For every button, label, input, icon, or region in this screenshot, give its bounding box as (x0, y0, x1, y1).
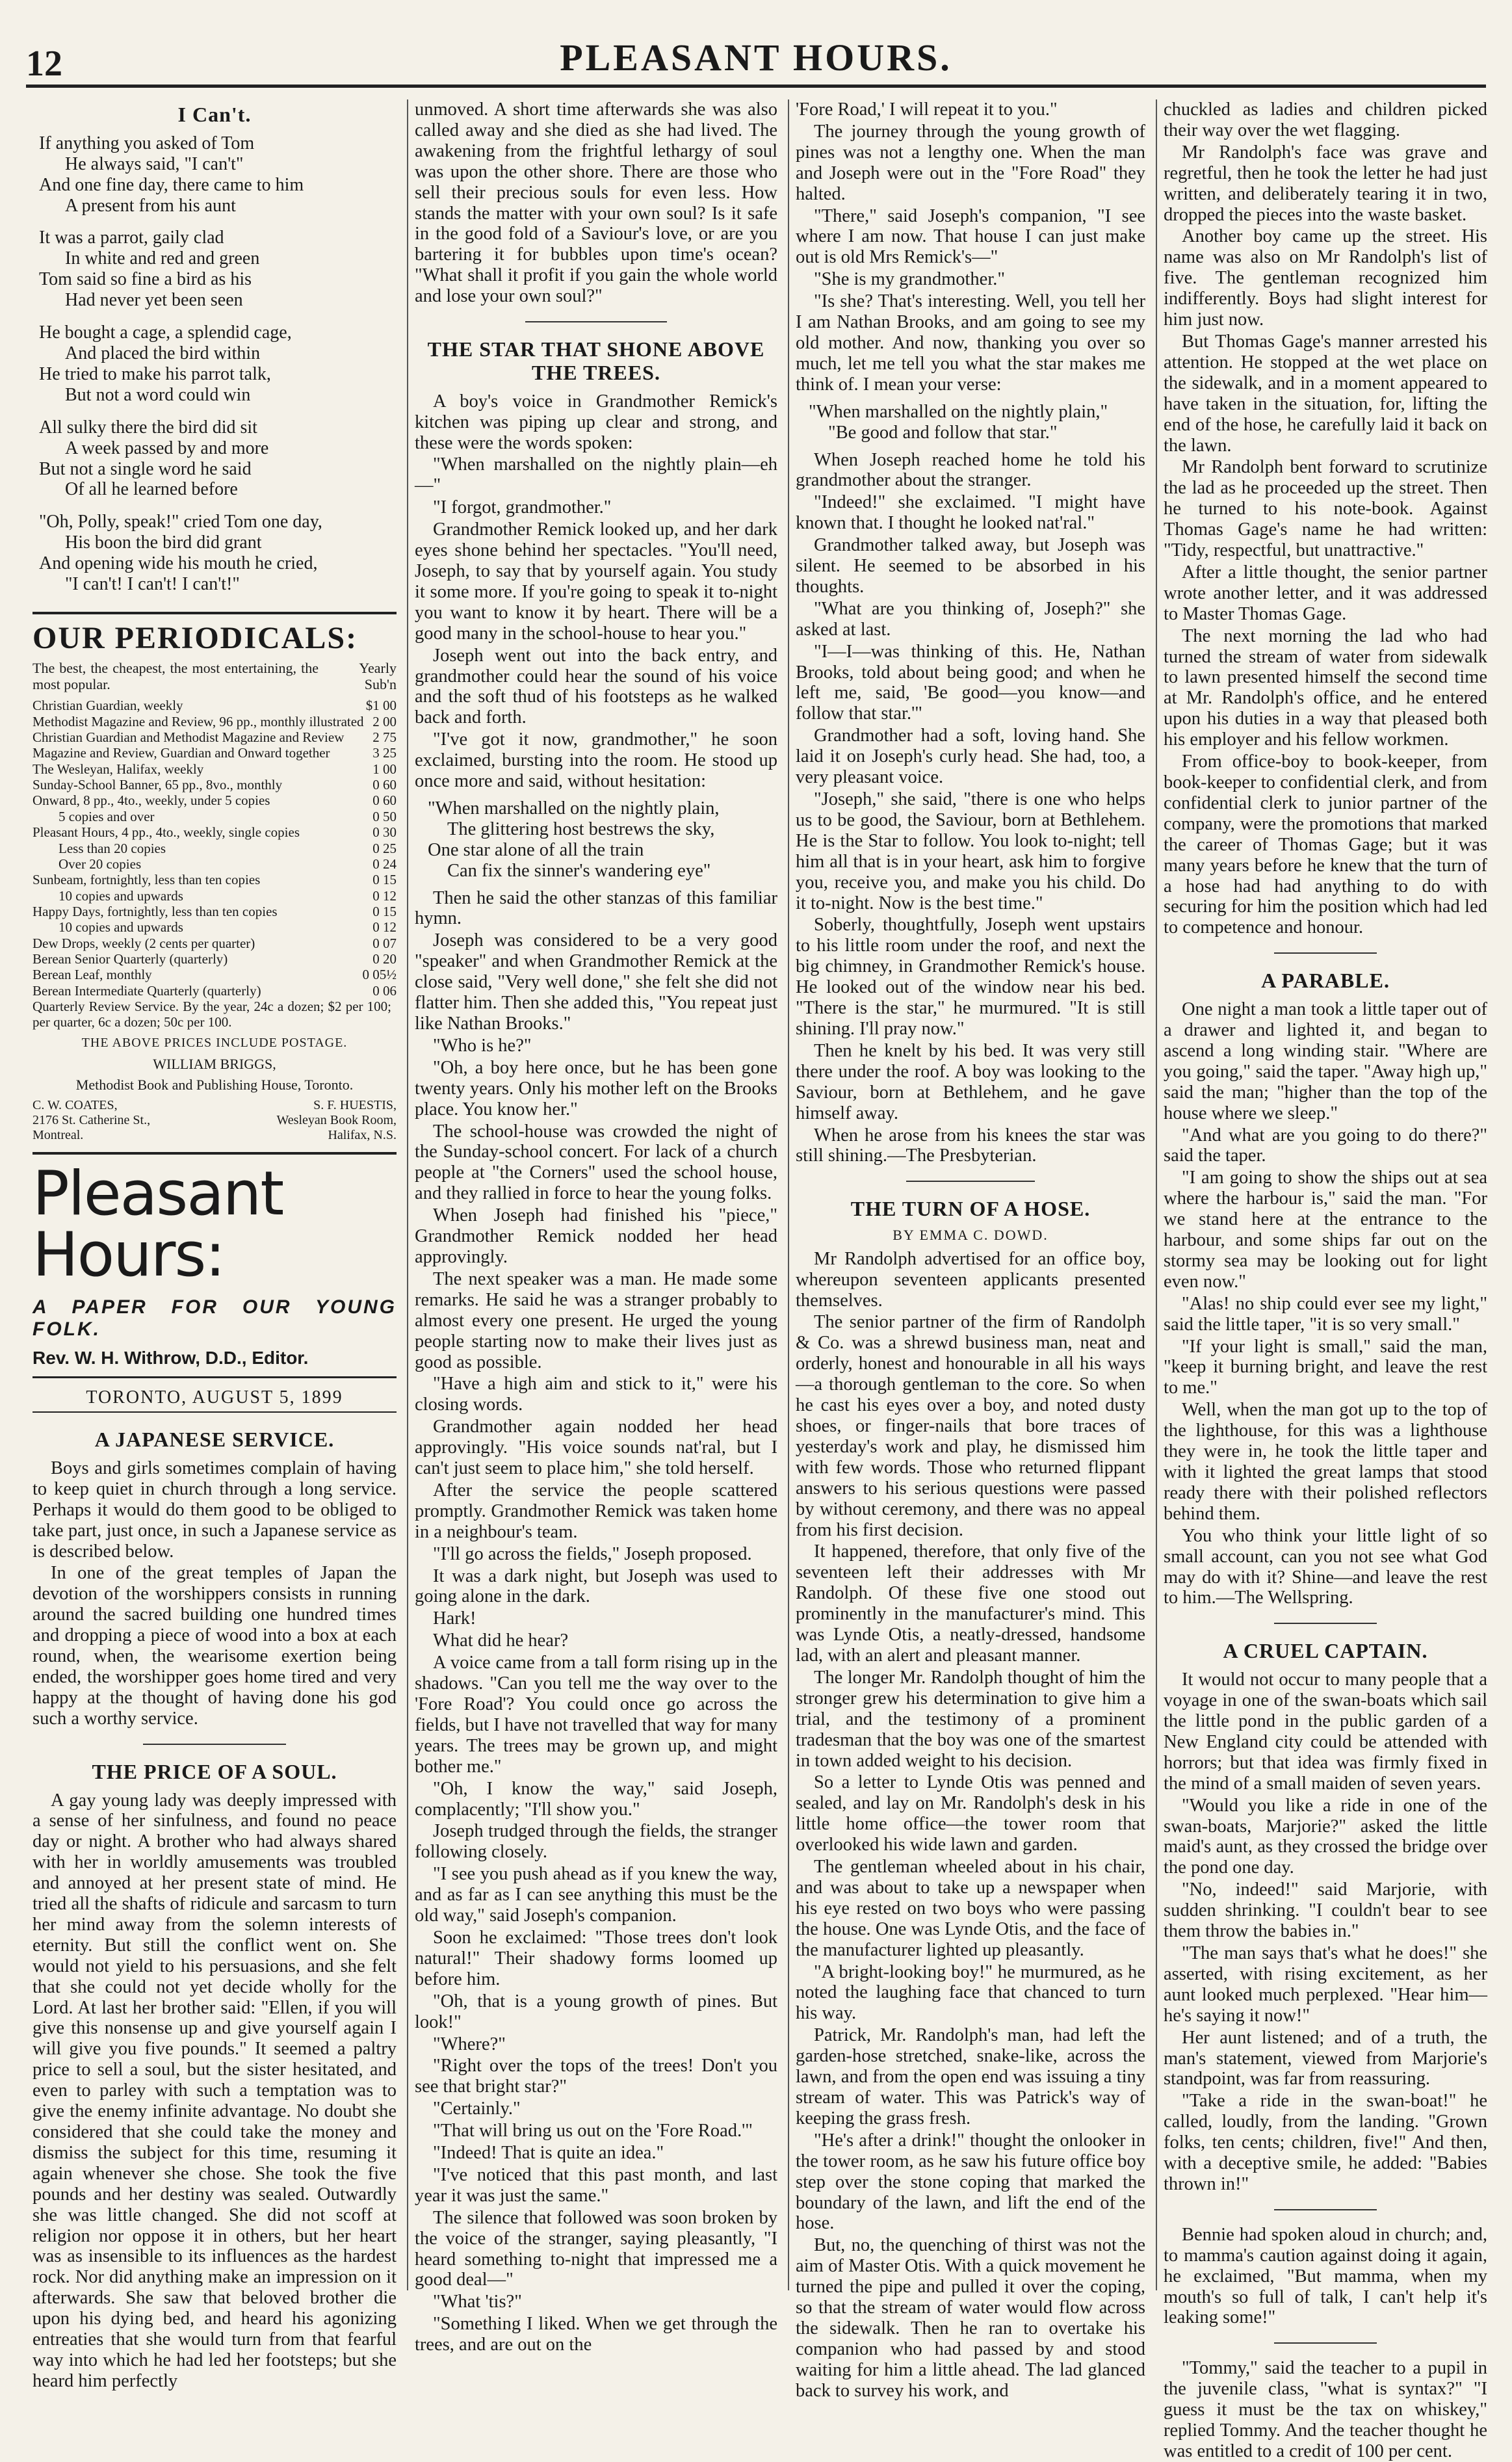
periodical-name: Methodist Magazine and Review, 96 pp., monthly illustrated (33, 713, 364, 729)
byline: BY EMMA C. DOWD. (893, 1227, 1049, 1244)
periodical-row (33, 951, 397, 967)
paragraph: The senior partner of the firm of Randolph & Co. was a shrewd business man, neat and orderly, honest and honourable in all his ways—a thorough gentleman to the core. So when he cast his eyes over a boy, and noted dusty shoes, or finger-nails that bore traces of yesterday's work and play, he dismissed him with few words. Those who returned flippant answers to his serious questions were passed by without ceremony, and there was no appeal from his first decision. (796, 1312, 1145, 1540)
periodical-name: Onward, 8 pp., 4to., weekly, under 5 copies (33, 792, 270, 809)
paragraph: "That will bring us out on the 'Fore Road.'" (433, 2121, 753, 2141)
paragraph: The silence that followed was soon broken by the voice of the stranger, saying pleasantly, "I heard something to-night that impressed me a good deal—" (415, 2207, 777, 2290)
periodical-price: 0 60 (372, 792, 397, 809)
paragraph: "What are you thinking of, Joseph?" she asked at last. (796, 598, 1145, 640)
poem-line: If anything you asked of Tom (39, 133, 255, 153)
periodical-name: Sunday-School Banner, 65 pp., 8vo., monthly (33, 777, 283, 793)
agent-right-line: Halifax, N.S. (328, 1128, 397, 1143)
paragraph: 'Fore Road,' I will repeat it to you." (796, 99, 1058, 120)
article-body (796, 99, 1145, 395)
paragraph: "I am going to show the ships out at sea where the harbour is," said the man. "For we stand here at the entrance to the harbour, and some ships far out on the stormy sea may be looking out for light even now." (1164, 1168, 1487, 1292)
paragraph: What did he hear? (433, 1630, 569, 1651)
paragraph: Another boy came up the street. His name was also on Mr Randolph's list of five. The gentleman recognized him indifferently. Boys had slight interest for him just now. (1164, 226, 1487, 330)
periodical-price: 0 12 (372, 887, 397, 904)
paragraph: Her aunt listened; and of a truth, the man's statement, viewed from Marjorie's standpoint, was far from reassuring. (1164, 2027, 1487, 2089)
paragraph: unmoved. A short time afterwards she was also called away and she died as she had lived. The awakening from the frightful lethargy of soul was upon the other shore. There are those who sell their precious souls for even less. How stands the matter with your own soul? Is it safe in the good fold of a Saviour's love, or are you bartering it for bubbles upon time's ocean? "What shall it profit if you gain the whole world and lose your own soul?" (415, 99, 777, 307)
paragraph: In one of the great temples of Japan the devotion of the worshippers consists in running around the sacred building one hundred times and dropping a piece of wood into a box at each round, when, the wearisome exertion being ended, the worshipper goes home tired and very happy at the thought of having done his god such a worthy service. (33, 1563, 397, 1729)
paragraph: "There," said Joseph's companion, "I see where I am now. That house I can just make out is old Mrs Remick's—" (796, 205, 1145, 268)
divider (1274, 2209, 1377, 2210)
verse-line: The glittering host bestrews the sky, (447, 818, 715, 839)
paragraph: The next speaker was a man. He made some remarks. He said he was a stranger probably to almost every one present. He urged the young people starting now to make their lives just as good as possible. (415, 1268, 777, 1372)
periodical-price: 3 25 (372, 745, 397, 761)
paragraph: "Who is he?" (433, 1035, 532, 1056)
paragraph: "Alas! no ship could ever see my light," said the little taper, "it is so very small." (1164, 1293, 1487, 1335)
article-body (33, 1458, 397, 1729)
paragraph: Then he knelt by his bed. It was very still there under the roof. A boy was looking to the Saviour, born at Bethlehem, and he gave himself away. (796, 1040, 1145, 1123)
poem-line: His boon the bird did grant (65, 532, 262, 553)
paragraph: It would not occur to many people that a voyage in one of the swan-boats which sail the little pond in the public garden of a New England city could be attended with horrors; but that idea was firmly fixed in the mind of a small maiden of seven years. (1164, 1670, 1487, 1794)
periodical-row (33, 698, 397, 713)
verse-line: Can fix the sinner's wandering eye" (447, 860, 711, 881)
periodicals-list (33, 698, 397, 1030)
paragraph: "He's after a drink!" thought the onlooker in the tower room, as he saw his future office boy step over the stone coping that marked the boundary of the lawn, and lift the end of the hose. (796, 2130, 1145, 2234)
column-3 (788, 99, 1152, 2401)
paragraph: "Take a ride in the swan-boat!" he called, loudly, from the landing. "Grown folks, ten cents; children, five!" And then, with a deceptive smile, he added: "Babies thrown in!" (1164, 2091, 1487, 2194)
paragraph: But Thomas Gage's manner arrested his attention. He stopped at the wet place on the sidewalk, and in a moment appeared to have taken in the situation, for, lifting the end of the hose, he carefully laid it back on the lawn. (1164, 331, 1487, 456)
page-header (26, 26, 1486, 88)
paragraph: The longer Mr. Randolph thought of him the stronger grew his determination to give him a trial, and the testimony of a prominent tradesman that the boy was one of the smartest in town added weight to his decision. (796, 1667, 1145, 1771)
article-title: THE STAR THAT SHONE ABOVE THE TREES. (427, 337, 765, 384)
paragraph: "I'll go across the fields," Joseph proposed. (433, 1543, 752, 1564)
paragraph: Soberly, thoughtfully, Joseph went upstairs to his little room under the roof, and next the big chimney, in Grandmother Remick's house. He looked out of the window near his bed. "There is the star," he murmured. "It is still shining. I'll pray now." (796, 915, 1145, 1039)
paragraph: Grandmother had a soft, loving hand. She laid it on Joseph's curly head. She had, too, a very pleasant voice. (796, 726, 1145, 788)
periodical-name: 10 copies and upwards (59, 887, 183, 904)
poem-line: Had never yet been seen (65, 290, 243, 311)
periodical-name: Christian Guardian, weekly (33, 698, 183, 714)
periodical-price: 0 24 (372, 856, 397, 872)
paragraph: Hark! (433, 1608, 476, 1629)
column-1 (26, 99, 403, 2391)
poem-stanza (39, 512, 397, 595)
periodical-price: 0 07 (372, 935, 397, 951)
paragraph: "Right over the tops of the trees! Don't you see that bright star?" (415, 2056, 777, 2097)
divider (906, 1181, 1035, 1182)
article-body (1164, 999, 1487, 1608)
divider (143, 1744, 286, 1745)
article-body (1164, 1670, 1487, 2195)
publisher-name: WILLIAM BRIGGS, (153, 1056, 276, 1073)
paper-title: Pleasant Hours: (33, 1159, 283, 1291)
article-body (1164, 2358, 1487, 2462)
paragraph: Mr Randolph bent forward to scrutinize the lad as he proceeded up the street. Then he turned to his note-book. Against Thomas Gage's name he had written: "Tidy, respectful, but unattractive." (1164, 457, 1487, 561)
verse-line: "When marshalled on the nightly plain," (809, 401, 1108, 422)
agent-left-line: 2176 St. Catherine St., (33, 1113, 151, 1128)
paragraph: Patrick, Mr. Randolph's man, had left the garden-hose stretched, snake-like, across the lawn, and from the open end was issuing a tiny stream of water. This was Patrick's way of keeping the grass fresh. (796, 2025, 1145, 2128)
paragraph: The school-house was crowded the night of the Sunday-school concert. For lack of a church people at "the Corners" used the school house, and they rallied in force to hear the young folks. (415, 1121, 777, 1204)
paragraph: A boy's voice in Grandmother Remick's kitchen was piping up clear and strong, and these were the words spoken: (415, 391, 777, 453)
paragraph: Grandmother Remick looked up, and her dark eyes shone behind her spectacles. "You'll need, Joseph, to say that by yourself again. You study it some more. If you're going to speak it to-night you want to know it by heart. There will be a good many in the school-house to hear you." (415, 519, 777, 644)
poem-line: It was a parrot, gaily clad (39, 228, 224, 248)
poem-line: A week passed by and more (65, 438, 269, 458)
agent-right (277, 1098, 397, 1143)
paragraph: But, no, the quenching of thirst was not the aim of Master Otis. With a quick movement he turned the pipe and pulled it over the coping, so that the stream of water would flow across the sidewalk. Then he ran to overtake his companion who had passed by and stood waiting for him a little ahead. The lad glanced back to survey his work, and (796, 2235, 1145, 2401)
paragraph: "I see you push ahead as if you knew the way, and as far as I can see anything this must be the old way," said Joseph's companion. (415, 1864, 777, 1926)
poem-line: And one fine day, there came to him (39, 174, 304, 195)
periodical-name: Berean Senior Quarterly (quarterly) (33, 951, 228, 967)
paragraph: "Tommy," said the teacher to a pupil in the juvenile class, "what is syntax?" "I guess it must be the tax on whiskey," replied Tommy. And the teacher thought he was entitled to a credit of 100 per cent. (1164, 2358, 1487, 2461)
paragraph: It happened, therefore, that only five of the seventeen left their addresses with Mr Randolph. Of these five one stood out prominently in the manufacturer's mind. This was Lynde Otis, a neatly-dressed, handsome lad, with an alert and pleasant manner. (796, 1541, 1145, 1666)
periodical-price: 0 60 (372, 777, 397, 793)
paragraph: After the service the people scattered promptly. Grandmother Remick was taken home in a neighbour's team. (415, 1480, 777, 1542)
paragraph: "Oh, I know the way," said Joseph, complacently; "I'll show you." (415, 1778, 777, 1820)
article-body (1164, 2225, 1487, 2329)
periodical-row (33, 841, 397, 856)
paragraph: Joseph trudged through the fields, the stranger following closely. (415, 1821, 777, 1863)
paragraph: "I've got it now, grandmother," he soon exclaimed, bursting into the room. He stood up once more and said, without hesitation: (415, 729, 777, 792)
agents (33, 1098, 397, 1143)
poem-line: In white and red and green (65, 248, 260, 269)
article-body (415, 99, 777, 307)
publisher-address: Methodist Book and Publishing House, Toronto. (75, 1076, 354, 1093)
masthead: PLEASANT HOURS. (560, 36, 952, 79)
periodical-row (33, 824, 397, 840)
paragraph: Joseph went out into the back entry, and grandmother could hear the sound of his voice and the soft thud of his footsteps as he walked back and forth. (415, 645, 777, 728)
page-number: 12 (26, 44, 62, 84)
periodical-row (33, 936, 397, 951)
periodical-price: 0 30 (372, 824, 397, 841)
poem-line: But not a word could win (65, 384, 251, 405)
periodical-name: Magazine and Review, Guardian and Onward together (33, 745, 330, 761)
periodical-row (33, 983, 397, 999)
paragraph: "Oh, a boy here once, but he has been gone twenty years. Only his mother left on the Brooks place. You know her." (415, 1057, 777, 1120)
periodical-price (391, 999, 397, 1030)
periodical-name: Berean Leaf, monthly (33, 967, 152, 983)
paragraph: One night a man took a little taper out of a drawer and lighted it, and began to ascend a long winding stair. "Where are you going," said the taper. "Away high up," said the man; "higher than the top of the house where we sleep." (1164, 999, 1487, 1123)
periodical-name: Happy Days, fortnightly, less than ten copies (33, 903, 278, 919)
periodical-name: Sunbeam, fortnightly, less than ten copies (33, 872, 261, 888)
periodical-row (33, 729, 397, 745)
periodical-row (33, 809, 397, 824)
paper-subtitle: A PAPER FOR OUR YOUNG FOLK. (33, 1296, 397, 1340)
periodical-name: 10 copies and upwards (59, 919, 183, 936)
article-title: A PARABLE. (1261, 969, 1390, 993)
poem-line: And placed the bird within (65, 343, 261, 363)
paragraph: The next morning the lad who had turned the stream of water from sidewalk to lawn presented himself the second time at Mr. Randolph's office, and he entered upon his duties in a way that pleased both his employer and his fellow workmen. (1164, 625, 1487, 750)
paragraph: Boys and girls sometimes complain of having to keep quiet in church through a long service. Perhaps it would do them good to be obliged to take part, just once, in such a Japanese service as is described below. (33, 1458, 397, 1562)
paragraph: The journey through the young growth of pines was not a lengthy one. When the man and Joseph were out in the "Fore Road" they halted. (796, 121, 1145, 204)
paragraph: After a little thought, the senior partner wrote another letter, and it was addressed to Master Thomas Gage. (1164, 562, 1487, 624)
article-body (796, 1249, 1145, 2402)
paragraph: "A bright-looking boy!" he murmured, as he noted the laughing face that chanced to turn his way. (796, 1961, 1145, 2024)
poem-stanza (39, 322, 397, 406)
paragraph: Joseph was considered to be a very good "speaker" and when Grandmother Remick at the close said, "Very well done," she felt she did not flatter him. Then she added this, "You repeat just like Nathan Brooks." (415, 930, 777, 1034)
periodical-price: 0 25 (372, 840, 397, 856)
periodical-price: 0 15 (372, 903, 397, 919)
paragraph: "Something I liked. When we get through the trees, and are out on the (415, 2314, 777, 2355)
periodical-name: Quarterly Review Service. By the year, 24c a dozen; $2 per 100; per quarter, 6c a dozen; 50c per 100. (33, 999, 391, 1030)
columns (26, 99, 1487, 2461)
periodical-row (33, 888, 397, 904)
paragraph: "Indeed!" she exclaimed. "I might have known that. I thought he looked nat'ral." (796, 492, 1145, 534)
paragraph: "I've noticed that this past month, and last year it was just the same." (415, 2164, 777, 2206)
periodical-name: Pleasant Hours, 4 pp., 4to., weekly, single copies (33, 824, 300, 841)
poem-line: "I can't! I can't! I can't!" (65, 574, 240, 595)
poem (39, 133, 397, 595)
periodical-price: 1 00 (372, 761, 397, 777)
paragraph: Soon he exclaimed: "Those trees don't look natural!" Their shadowy forms loomed up before him. (415, 1927, 777, 1989)
verse-line: One star alone of all the train (428, 839, 644, 860)
periodical-price: 0 05½ (362, 967, 397, 983)
verse-line: "Be good and follow that star." (828, 422, 1058, 443)
paragraph: A voice came from a tall form rising up in the shadows. "Can you tell me the way over to the 'Fore Road'? You could once go across the fields, but I have not travelled that way for many years. The trees may be grown up, and might bother me." (415, 1653, 777, 1777)
article-body (1164, 99, 1487, 938)
paragraph: Grandmother talked away, but Joseph was silent. He seemed to be absorbed in his thoughts. (796, 535, 1145, 597)
column-4 (1156, 99, 1494, 2461)
paragraph: "She is my grandmother." (814, 269, 1005, 290)
paragraph: "If your light is small," said the man, "keep it burning bright, and leave the rest to me." (1164, 1336, 1487, 1398)
article-body (33, 1790, 397, 2392)
periodical-price: 0 50 (372, 808, 397, 824)
poem-line: A present from his aunt (65, 195, 236, 216)
periodical-row (33, 904, 397, 919)
verse-line: "When marshalled on the nightly plain, (428, 798, 720, 818)
poem-stanza (39, 133, 397, 216)
paragraph: Well, when the man got up to the top of the lighthouse, for this was a lighthouse they were in, he took the little taper and with it lighted the great lamps that stood ready there with their polished reflectors behind them. (1164, 1400, 1487, 1524)
poem-stanza (39, 417, 397, 501)
paragraph: "I forgot, grandmother." (433, 497, 612, 518)
poem-line: He bought a cage, a splendid cage, (39, 322, 292, 343)
paragraph: When Joseph had finished his "piece," Grandmother Remick nodded her head approvingly. (415, 1205, 777, 1267)
periodical-name: Less than 20 copies (59, 840, 166, 856)
periodical-row (33, 856, 397, 872)
divider (1274, 2342, 1377, 2344)
paragraph: Then he said the other stanzas of this familiar hymn. (415, 887, 777, 929)
periodical-row (33, 714, 397, 729)
periodical-row (33, 761, 397, 777)
paragraph: "I—I—was thinking of this. He, Nathan Brooks, told about being good; and when he left me, said, 'Be good—you know—and follow that star.'" (796, 641, 1145, 724)
paragraph: "Joseph," she said, "there is one who helps us to be good, the Saviour, born at Bethlehem. He is the Star to follow. You look to-night; tell him all that is in your heart, ask him to forgive you, receive you, and make you his child. Do it to-night. Now is the best time." (796, 789, 1145, 913)
poem-stanza (39, 228, 397, 311)
periodical-price: 0 12 (372, 919, 397, 936)
hymn-verse (428, 798, 777, 882)
periodicals-intro: The best, the cheapest, the most entertaining, the most popular. (33, 659, 319, 692)
periodical-price: $1 00 (365, 698, 397, 714)
paragraph: Grandmother again nodded her head approvingly. "His voice sounds nat'ral, but I can't just seem to place him," she told herself. (415, 1417, 777, 1479)
paragraph: When Joseph reached home he told his grandmother about the stranger. (796, 449, 1145, 491)
article-body (415, 391, 777, 792)
paragraph: Bennie had spoken aloud in church; and, to mamma's caution against doing it again, he exclaimed, "But mamma, when my mouth's so full of talk, I can't help it's leaking some!" (1164, 2224, 1487, 2328)
periodical-row (33, 792, 397, 808)
paragraph: "Have a high aim and stick to it," were his closing words. (415, 1374, 777, 1415)
agent-left-line: Montreal. (33, 1128, 84, 1143)
paper-editor: Rev. W. H. Withrow, D.D., Editor. (33, 1348, 309, 1369)
periodical-price: 2 75 (372, 729, 397, 746)
poem-line: Tom said so fine a bird as his (39, 269, 252, 290)
poem-title: I Can't. (177, 103, 252, 126)
agent-right-line: Wesleyan Book Room, (276, 1113, 397, 1128)
paragraph: "Certainly." (433, 2099, 521, 2119)
periodical-name: Over 20 copies (59, 856, 142, 872)
periodicals-title: OUR PERIODICALS: (33, 612, 397, 656)
poem-line: He tried to make his parrot talk, (39, 363, 271, 384)
periodical-name: Berean Intermediate Quarterly (quarterly) (33, 982, 261, 999)
periodical-name: Christian Guardian and Methodist Magazine and Review (33, 729, 345, 746)
paragraph: "No, indeed!" said Marjorie, with sudden shrinking. "I couldn't bear to see them throw the babies in." (1164, 1879, 1487, 1942)
paragraph: So a letter to Lynde Otis was penned and sealed, and lay on Mr. Randolph's desk in his little home office—the tower room that overlooked his wide lawn and garden. (796, 1772, 1145, 1855)
paragraph: "Indeed! That is quite an idea." (433, 2143, 664, 2164)
article-body (796, 450, 1145, 1167)
paragraph: "When marshalled on the nightly plain—eh—" (415, 454, 777, 496)
periodical-row (33, 872, 397, 887)
paragraph: "Oh, that is a young growth of pines. But look!" (415, 1991, 777, 2032)
paragraph: "And what are you going to do there?" said the taper. (1164, 1125, 1487, 1166)
poem-line: Of all he learned before (65, 479, 238, 500)
agent-left (33, 1098, 150, 1143)
periodical-row (33, 777, 397, 792)
paragraph: Mr Randolph advertised for an office boy, whereupon seventeen applicants presented themselves. (796, 1248, 1145, 1311)
paragraph: Mr Randolph's face was grave and regretful, then he took the letter he had just written, and deliberately tearing it in two, dropped the pieces into the waste basket. (1164, 142, 1487, 225)
divider (1274, 1623, 1377, 1624)
poem-line: But not a single word he said (39, 458, 252, 479)
periodical-name: Dew Drops, weekly (2 cents per quarter) (33, 935, 255, 951)
paragraph: When he arose from his knees the star was still shining.—The Presbyterian. (796, 1125, 1145, 1166)
poem-line: All sulky there the bird did sit (39, 417, 257, 438)
poem-line: He always said, "I can't" (65, 153, 244, 174)
postage-note: THE ABOVE PRICES INCLUDE POSTAGE. (81, 1035, 348, 1050)
paragraph: The gentleman wheeled about in his chair, and was about to take up a newspaper when his eye rested on two boys who were passing the house. One was Lynde Otis, and the face of the manufacturer lighted up pleasantly. (796, 1857, 1145, 1960)
poem-line: And opening wide his mouth he cried, (39, 553, 318, 574)
periodical-price: 2 00 (372, 713, 397, 729)
dateline: TORONTO, AUGUST 5, 1899 (33, 1378, 397, 1413)
paragraph: You who think your little light of so small account, can you not see what God may do with it? Shine—and leave the rest to him.—The Wellspring. (1164, 1525, 1487, 1608)
article-title: THE PRICE OF A SOUL. (92, 1759, 337, 1783)
periodical-price: 0 15 (372, 872, 397, 888)
paragraph: "Would you like a ride in one of the swan-boats, Marjorie?" asked the little maid's aunt, as they crossed the bridge over the pond one day. (1164, 1795, 1487, 1878)
paragraph: "The man says that's what he does!" she asserted, with rising excitement, as her aunt looked much perplexed. "Hear him—he's saying it now!" (1164, 1943, 1487, 2026)
paragraph: From office-boy to book-keeper, from book-keeper to confidential clerk, and from confidential clerk to junior partner of the company, were the promotions that marked the career of Thomas Gage; but it was many years before he knew that the turn of a hose had had anything to do with securing for him the position which had led to competence and honour. (1164, 752, 1487, 938)
paper-title-box (33, 1152, 397, 1378)
paragraph: "Where?" (433, 2034, 506, 2054)
paragraph: It was a dark night, but Joseph was used to going alone in the dark. (415, 1565, 777, 1607)
hymn-verse (809, 402, 1145, 443)
divider (525, 321, 667, 322)
periodical-row (33, 967, 397, 982)
periodical-name: 5 copies and over (59, 808, 155, 824)
periodical-row (33, 919, 397, 935)
paragraph: A gay young lady was deeply impressed with a sense of her sinfulness, and found no peace day or night. A brother who had always shared with her in worldly amusements was troubled and annoyed at her present state of mind. He tried all the shafts of ridicule and sarcasm to turn her mind away from the solemn interests of eternity. But still the conflict went on. She would not yield to his persuasions, and she felt that she could not yet decide wholly for the Lord. At last her brother said: "Ellen, if you will give this nonsense up and give yourself again I will give you five pounds." It seemed a paltry price to sell a soul, but the sister hesitated, and even to parley with such a temptation was to give the enemy infinite advantage. No doubt she considered that she could take the money and dismiss the subject for this time, resuming it again whenever she chose. She took the five pounds and her destiny was sealed. Outwardly she was little changed. She did not scoff at religion nor oppose it in others, but her heart was as insensible to its influences as the hardest rock. Nor did anything make an impression on it afterwards. She saw that beloved brother die upon his dying bed, and heard his agonizing entreaties that she would turn from that fearful way into which he had led her footsteps; but she heard him perfectly (33, 1790, 397, 2391)
article-title: THE TURN OF A HOSE. (850, 1197, 1091, 1221)
agent-left-line: C. W. COATES, (33, 1098, 118, 1113)
agent-right-line: S. F. HUESTIS, (313, 1098, 397, 1113)
periodical-name: The Wesleyan, Halifax, weekly (33, 761, 204, 777)
periodical-price: 0 06 (372, 982, 397, 999)
column-2 (407, 99, 784, 2355)
poem-line: "Oh, Polly, speak!" cried Tom one day, (39, 512, 322, 532)
paragraph: chuckled as ladies and children picked their way over the wet flagging. (1164, 99, 1487, 140)
periodicals-header: Yearly Sub'n (359, 659, 397, 692)
article-body (415, 888, 777, 2356)
paragraph: "Is she? That's interesting. Well, you tell her I am Nathan Brooks, and am going to see my old mother. And now, thanking you over so much, let me tell you what the star makes me think of. I mean your verse: (796, 291, 1145, 395)
paragraph: "What 'tis?" (433, 2292, 522, 2312)
divider (1274, 952, 1377, 954)
periodical-row (33, 999, 397, 1030)
article-title: A JAPANESE SERVICE. (94, 1428, 335, 1452)
article-title: A CRUEL CAPTAIN. (1223, 1639, 1428, 1663)
periodical-row (33, 745, 397, 761)
periodical-price: 0 20 (372, 951, 397, 967)
